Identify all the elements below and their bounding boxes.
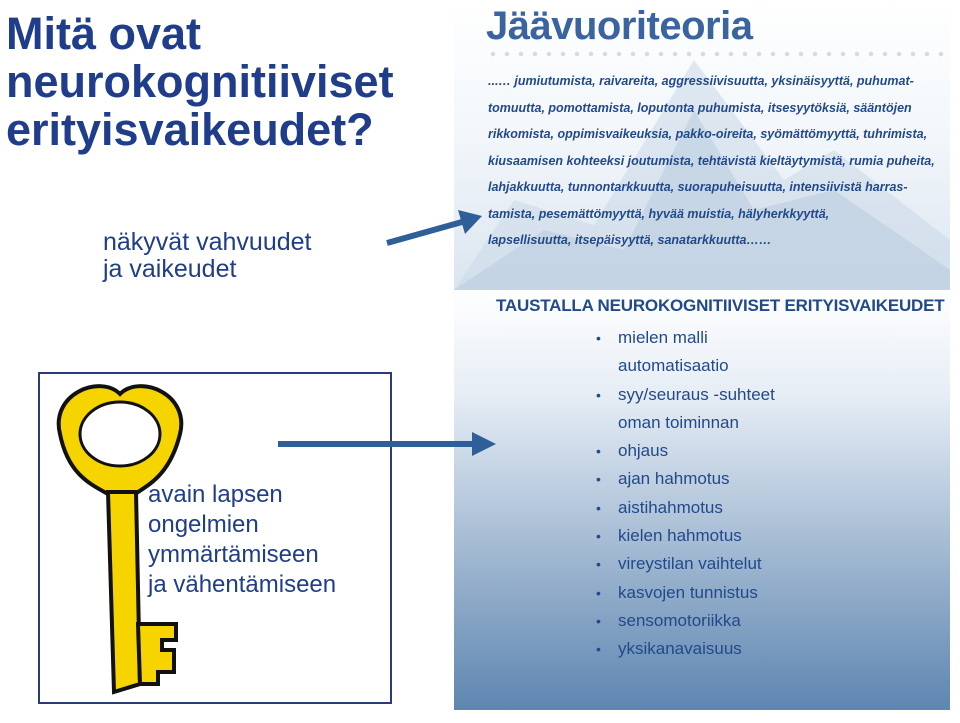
bullet-icon: • <box>596 443 601 460</box>
list-item <box>594 381 775 409</box>
iceberg-line: tomuutta, pomottamista, loputonta puhumista, itsesyytöksiä, sääntöjen <box>488 100 912 115</box>
list-item <box>594 409 775 437</box>
dotted-divider <box>486 50 946 58</box>
list-item <box>594 324 775 352</box>
key-label <box>148 480 388 600</box>
iceberg-title: Jäävuoriteoria <box>486 4 753 48</box>
list-item <box>594 437 775 465</box>
list-item-text: yksikanavaisuus <box>618 639 742 659</box>
list-item <box>594 550 775 578</box>
iceberg-line: lahjakkuutta, tunnontarkkuutta, suorapuheisuutta, intensiivistä harras- <box>488 180 908 194</box>
page-title: Mitä ovat neurokognitiiviset erityisvaikeudet? <box>6 8 394 155</box>
underwater-panel <box>454 290 950 710</box>
list-item-text: ohjaus <box>618 441 669 461</box>
list-item-text: oman toiminnan <box>618 412 739 432</box>
key-label-line-1: avain lapsen <box>148 481 283 508</box>
list-item-text: kasvojen tunnistus <box>618 582 758 602</box>
list-item-text: aistihahmotus <box>618 497 723 517</box>
key-label-line-3: ymmärtämiseen <box>148 541 319 568</box>
key-label-line-4: ja vähentämiseen <box>148 571 337 598</box>
list-item-text: ajan hahmotus <box>618 469 730 489</box>
underwater-title: TAUSTALLA NEUROKOGNITIIVISET ERITYISVAIKEUDET <box>496 296 945 315</box>
list-item <box>594 352 775 380</box>
visible-label-line-1: näkyvät vahvuudet <box>103 228 312 256</box>
list-item-text: vireystilan vaihtelut <box>618 554 762 574</box>
key-label-line-2: ongelmien <box>148 511 259 538</box>
list-item-text: syy/seuraus -suhteet <box>618 384 775 404</box>
list-item-text: kielen hahmotus <box>618 526 742 546</box>
iceberg-line: tamista, pesemättömyyttä, hyvää muistia, hälyherkkyyttä, <box>488 206 830 221</box>
visible-strengths-label <box>103 229 311 283</box>
list-item <box>594 494 775 522</box>
bullet-icon: • <box>596 499 601 516</box>
bullet-icon: • <box>596 584 601 601</box>
bullet-icon: • <box>596 471 601 488</box>
iceberg-panel <box>454 0 950 290</box>
bullet-icon: • <box>596 641 601 658</box>
iceberg-text <box>488 68 944 254</box>
iceberg-line: rikkomista, oppimisvaikeuksia, pakko-oireita, syömättömyyttä, tuhrimista, <box>488 127 928 141</box>
list-item-text: automatisaatio <box>618 356 729 376</box>
iceberg-line: ...… jumiutumista, raivareita, aggressiivisuutta, yksinäisyyttä, puhumat- <box>488 74 914 88</box>
iceberg-line: lapsellisuutta, itsepäisyyttä, sanatarkkuutta…… <box>488 233 772 247</box>
difficulty-list <box>594 324 775 664</box>
bullet-icon: • <box>596 330 601 346</box>
list-item <box>594 465 775 493</box>
key-box <box>38 372 392 704</box>
bullet-icon: • <box>596 386 601 403</box>
visible-label-line-2: ja vaikeudet <box>103 255 237 283</box>
list-item <box>594 522 775 550</box>
iceberg-line: kiusaamisen kohteeksi joutumista, tehtävistä kieltäytymistä, rumia puheita, <box>488 153 935 168</box>
bullet-icon: • <box>596 556 601 573</box>
list-item <box>594 607 775 635</box>
list-item-text: sensomotoriikka <box>618 610 741 630</box>
list-item <box>594 635 775 663</box>
list-item-text: mielen malli <box>618 328 708 347</box>
bullet-icon: • <box>596 528 601 545</box>
bullet-icon: • <box>596 612 601 629</box>
list-item <box>594 579 775 607</box>
